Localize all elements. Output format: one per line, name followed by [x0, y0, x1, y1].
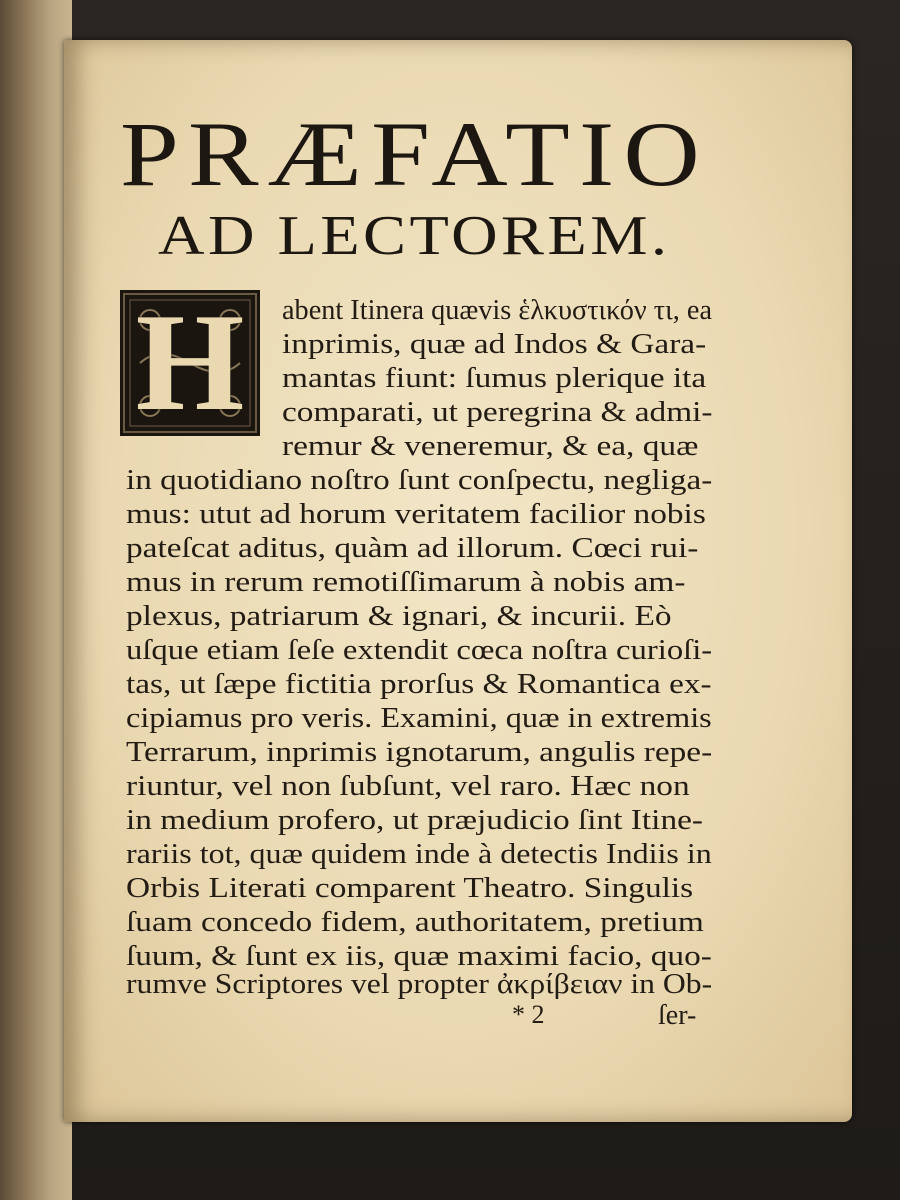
text-line-17: rariis tot, quæ quidem inde à detectis Indiis in	[126, 838, 712, 870]
title-line-2: AD LECTOREM.	[158, 205, 671, 267]
text-line-19: ſuam concedo fidem, authoritatem, pretium	[126, 906, 704, 938]
text-line-8: pateſcat aditus, quàm ad illorum. Cœci rui-	[126, 532, 699, 564]
text-line-14: Terrarum, inprimis ignotarum, angulis repe-	[126, 736, 713, 768]
text-line-21: rumve Scriptores vel propter ἀκρίβειαν in Ob-	[126, 968, 713, 1000]
text-line-2: inprimis, quæ ad Indos & Gara-	[282, 328, 707, 360]
text-line-5: remur & veneremur, & ea, quæ	[282, 430, 699, 462]
text-line-20: ſuum, & ſunt ex iis, quæ maximi facio, quo-	[126, 940, 712, 972]
text-line-3: mantas fiunt: ſumus plerique ita	[282, 362, 707, 394]
text-line-16: in medium profero, ut præjudicio ſint Itine-	[126, 804, 704, 836]
text-line-9: mus in rerum remotiſſimarum à nobis am-	[126, 566, 686, 598]
catchword: ſer-	[658, 1000, 697, 1031]
text-line-7: mus: utut ad horum veritatem facilior nobis	[126, 498, 706, 530]
text-line-6: in quotidiano noſtro ſunt conſpectu, negliga-	[126, 464, 713, 496]
decorated-initial	[120, 285, 260, 440]
title-line-1: PRÆFATIO	[120, 103, 710, 205]
text-line-18: Orbis Literati comparent Theatro. Singulis	[126, 872, 694, 904]
initial-letter: H	[135, 285, 245, 440]
text-line-4: comparati, ut peregrina & admi-	[282, 396, 713, 428]
signature-mark: * 2	[512, 1000, 545, 1029]
book-spine-edge	[0, 0, 72, 1200]
text-line-12: tas, ut ſæpe fictitia prorſus & Romantica ex-	[126, 668, 712, 700]
text-line-1: abent Itinera quævis ἑλκυστικόν τι, ea	[282, 294, 712, 326]
text-line-11: uſque etiam ſeſe extendit cœca noſtra curioſi-	[126, 634, 713, 666]
text-line-15: riuntur, vel non ſubſunt, vel raro. Hæc non	[126, 770, 690, 802]
text-line-10: plexus, patriarum & ignari, & incurii. Eò	[126, 600, 672, 632]
text-line-13: cipiamus pro veris. Examini, quæ in extremis	[126, 702, 712, 734]
